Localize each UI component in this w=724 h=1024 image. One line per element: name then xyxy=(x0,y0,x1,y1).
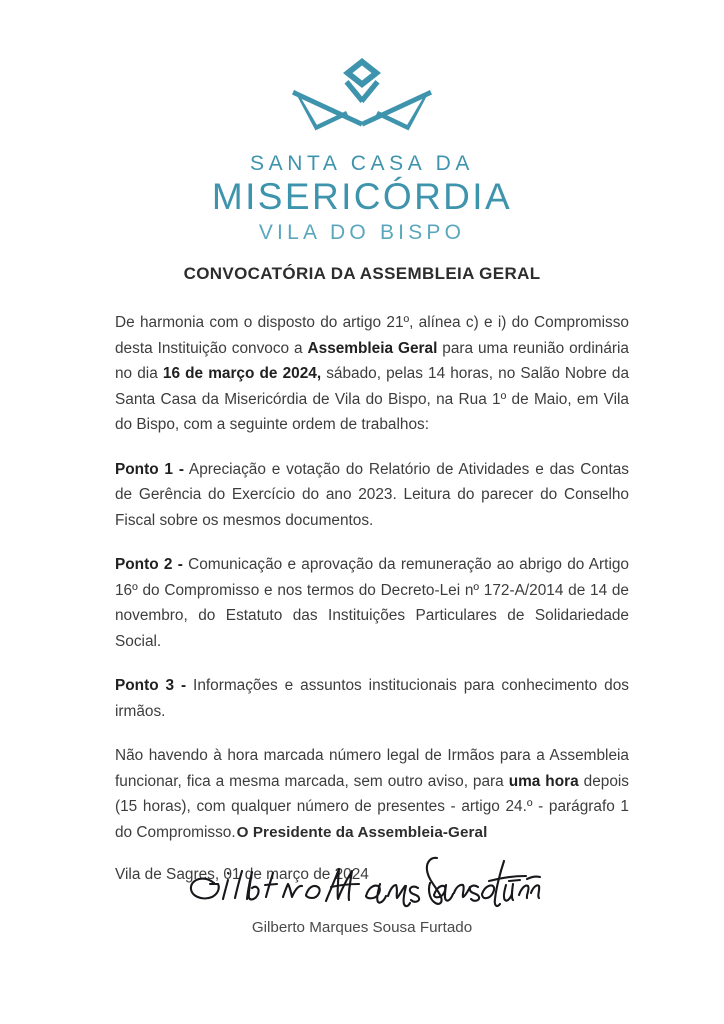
signatory-role: O Presidente da Assembleia-Geral xyxy=(236,824,488,841)
signature-block xyxy=(0,824,724,936)
paragraph-ponto-3 xyxy=(115,673,629,724)
ponto-1-label: Ponto 1 - xyxy=(115,460,184,478)
letterhead xyxy=(0,52,724,244)
intro-bold-date: 16 de março de 2024, xyxy=(162,365,322,382)
quorum-segment-2: depois (15 horas), com qualquer número de presentes - artigo 24.º - parágrafo 1 do Compromisso. xyxy=(115,772,629,841)
paragraph-ponto-1 xyxy=(115,457,629,534)
ponto-3-text: Informações e assuntos institucionais para conhecimento dos irmãos. xyxy=(115,677,629,720)
logo-text-line-2: MISERICÓRDIA xyxy=(211,176,513,218)
ponto-1-text: Apreciação e votação do Relatório de Atividades e das Contas de Gerência do Exercício do ano 2023. Leitura do parecer do Conselho Fiscal sobre os mesmos documentos. xyxy=(115,460,629,529)
intro-segment-1: De harmonia com o disposto do artigo 21º, alínea c) e i) do Compromisso desta Instituição convoco a xyxy=(115,314,629,357)
document-body xyxy=(115,310,629,888)
logo-text-line-1: SANTA CASA DA xyxy=(250,152,474,175)
signatory-name: Gilberto Marques Sousa Furtado xyxy=(251,919,473,936)
paragraph-intro xyxy=(115,310,629,438)
handwritten-signature-icon xyxy=(182,853,542,917)
paragraph-ponto-2 xyxy=(115,552,629,654)
ponto-2-label: Ponto 2 - xyxy=(115,556,183,573)
quorum-bold-uma-hora: uma hora xyxy=(508,772,579,790)
ponto-3-label: Ponto 3 - xyxy=(115,677,187,694)
ponto-2-text: Comunicação e aprovação da remuneração ao abrigo do Artigo 16º do Compromisso e nos termos do Decreto-Lei nº 172-A/2014 de 14 de novembro, do Estatuto das Instituições Particulares de Solidariedade Social. xyxy=(115,556,629,650)
intro-bold-assembleia-geral: Assembleia Geral xyxy=(307,339,438,357)
logo-text-line-3: VILA DO BISPO xyxy=(258,220,466,244)
dateline: Vila de Sagres, 01 de março de 2024 xyxy=(115,866,369,883)
intro-segment-2: para uma reunião ordinária no dia xyxy=(115,339,629,382)
page-title: CONVOCATÓRIA DA ASSEMBLEIA GERAL xyxy=(183,264,541,284)
intro-segment-3: sábado, pelas 14 horas, no Salão Nobre da Santa Casa da Misericórdia de Vila do Bispo, na Rua 1º de Maio, em Vila do Bispo, com a seguinte ordem de trabalhos: xyxy=(115,365,629,433)
quorum-segment-1: Não havendo à hora marcada número legal de Irmãos para a Assembleia funcionar, fica a mesma marcada, sem outro aviso, para xyxy=(115,747,629,790)
crown-anchor-logo-icon xyxy=(286,52,438,138)
